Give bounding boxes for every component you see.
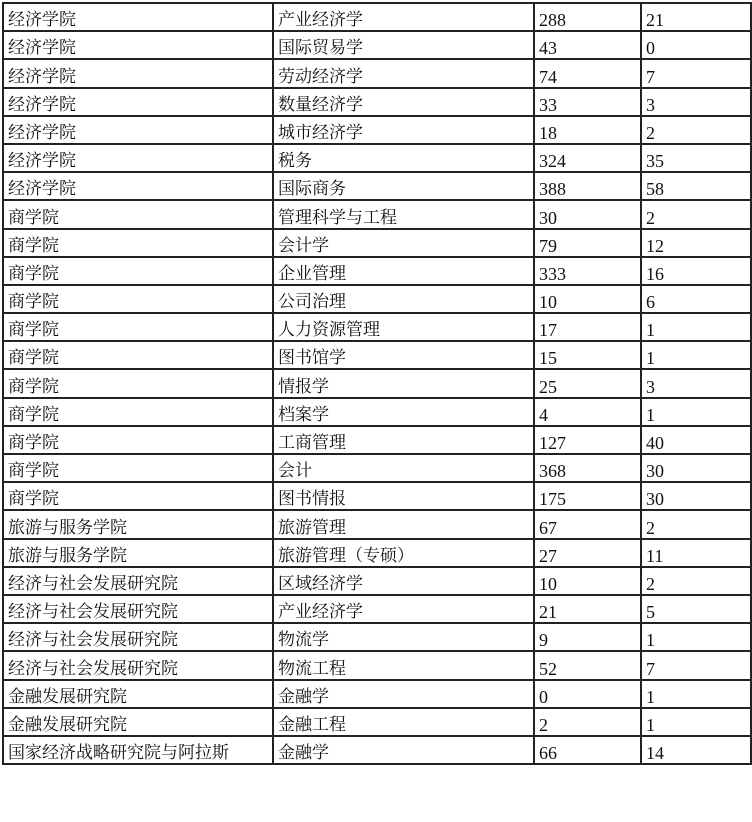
college-cell: 经济学院 bbox=[3, 3, 273, 31]
college-cell: 商学院 bbox=[3, 229, 273, 257]
college-cell: 金融发展研究院 bbox=[3, 680, 273, 708]
table-row bbox=[3, 539, 751, 567]
college-cell: 商学院 bbox=[3, 341, 273, 369]
table-row bbox=[3, 31, 751, 59]
applicants-cell: 388 bbox=[534, 172, 641, 200]
college-cell: 经济学院 bbox=[3, 116, 273, 144]
table-row bbox=[3, 651, 751, 679]
table-row bbox=[3, 313, 751, 341]
college-cell: 经济学院 bbox=[3, 31, 273, 59]
table-row bbox=[3, 59, 751, 87]
applicants-cell: 79 bbox=[534, 229, 641, 257]
table-row bbox=[3, 200, 751, 228]
college-cell: 商学院 bbox=[3, 426, 273, 454]
table-row bbox=[3, 454, 751, 482]
table-row bbox=[3, 229, 751, 257]
major-cell: 情报学 bbox=[273, 369, 534, 397]
major-cell: 劳动经济学 bbox=[273, 59, 534, 87]
applicants-cell: 30 bbox=[534, 200, 641, 228]
table-row bbox=[3, 398, 751, 426]
college-cell: 商学院 bbox=[3, 454, 273, 482]
admitted-cell: 58 bbox=[641, 172, 751, 200]
admitted-cell: 21 bbox=[641, 3, 751, 31]
applicants-cell: 4 bbox=[534, 398, 641, 426]
college-cell: 经济与社会发展研究院 bbox=[3, 567, 273, 595]
major-cell: 金融学 bbox=[273, 736, 534, 764]
major-cell: 金融学 bbox=[273, 680, 534, 708]
table-row bbox=[3, 623, 751, 651]
admitted-cell: 1 bbox=[641, 398, 751, 426]
admitted-cell: 2 bbox=[641, 200, 751, 228]
major-cell: 企业管理 bbox=[273, 257, 534, 285]
major-cell: 图书情报 bbox=[273, 482, 534, 510]
applicants-cell: 74 bbox=[534, 59, 641, 87]
major-cell: 物流工程 bbox=[273, 651, 534, 679]
major-cell: 金融工程 bbox=[273, 708, 534, 736]
applicants-cell: 127 bbox=[534, 426, 641, 454]
table-row bbox=[3, 172, 751, 200]
major-cell: 档案学 bbox=[273, 398, 534, 426]
applicants-cell: 324 bbox=[534, 144, 641, 172]
admitted-cell: 3 bbox=[641, 88, 751, 116]
major-cell: 税务 bbox=[273, 144, 534, 172]
applicants-cell: 2 bbox=[534, 708, 641, 736]
admitted-cell: 11 bbox=[641, 539, 751, 567]
college-cell: 国家经济战略研究院与阿拉斯 bbox=[3, 736, 273, 764]
admitted-cell: 2 bbox=[641, 116, 751, 144]
college-cell: 经济与社会发展研究院 bbox=[3, 595, 273, 623]
applicants-cell: 33 bbox=[534, 88, 641, 116]
table-row bbox=[3, 3, 751, 31]
admitted-cell: 7 bbox=[641, 59, 751, 87]
admitted-cell: 1 bbox=[641, 708, 751, 736]
college-cell: 商学院 bbox=[3, 369, 273, 397]
applicants-cell: 66 bbox=[534, 736, 641, 764]
table-row bbox=[3, 369, 751, 397]
admitted-cell: 35 bbox=[641, 144, 751, 172]
applicants-cell: 10 bbox=[534, 567, 641, 595]
applicants-cell: 27 bbox=[534, 539, 641, 567]
admitted-cell: 14 bbox=[641, 736, 751, 764]
applicants-cell: 21 bbox=[534, 595, 641, 623]
major-cell: 公司治理 bbox=[273, 285, 534, 313]
applicants-cell: 25 bbox=[534, 369, 641, 397]
major-cell: 人力资源管理 bbox=[273, 313, 534, 341]
table-row bbox=[3, 567, 751, 595]
applicants-cell: 175 bbox=[534, 482, 641, 510]
major-cell: 国际贸易学 bbox=[273, 31, 534, 59]
major-cell: 旅游管理（专硕） bbox=[273, 539, 534, 567]
table-body bbox=[3, 3, 751, 764]
applicants-cell: 368 bbox=[534, 454, 641, 482]
major-cell: 产业经济学 bbox=[273, 595, 534, 623]
applicants-cell: 9 bbox=[534, 623, 641, 651]
applicants-cell: 333 bbox=[534, 257, 641, 285]
table-row bbox=[3, 88, 751, 116]
admitted-cell: 5 bbox=[641, 595, 751, 623]
applicants-cell: 18 bbox=[534, 116, 641, 144]
major-cell: 产业经济学 bbox=[273, 3, 534, 31]
admitted-cell: 1 bbox=[641, 623, 751, 651]
admitted-cell: 40 bbox=[641, 426, 751, 454]
table-row bbox=[3, 257, 751, 285]
admitted-cell: 0 bbox=[641, 31, 751, 59]
major-cell: 物流学 bbox=[273, 623, 534, 651]
college-cell: 商学院 bbox=[3, 398, 273, 426]
major-cell: 城市经济学 bbox=[273, 116, 534, 144]
admitted-cell: 3 bbox=[641, 369, 751, 397]
college-cell: 商学院 bbox=[3, 285, 273, 313]
applicants-cell: 67 bbox=[534, 510, 641, 538]
college-cell: 经济学院 bbox=[3, 144, 273, 172]
major-cell: 会计学 bbox=[273, 229, 534, 257]
applicants-cell: 17 bbox=[534, 313, 641, 341]
applicants-cell: 15 bbox=[534, 341, 641, 369]
applicants-cell: 0 bbox=[534, 680, 641, 708]
major-cell: 会计 bbox=[273, 454, 534, 482]
college-cell: 经济与社会发展研究院 bbox=[3, 651, 273, 679]
admitted-cell: 12 bbox=[641, 229, 751, 257]
admitted-cell: 30 bbox=[641, 482, 751, 510]
table-row bbox=[3, 510, 751, 538]
admitted-cell: 30 bbox=[641, 454, 751, 482]
major-cell: 图书馆学 bbox=[273, 341, 534, 369]
applicants-cell: 288 bbox=[534, 3, 641, 31]
admitted-cell: 7 bbox=[641, 651, 751, 679]
table-row bbox=[3, 482, 751, 510]
admitted-cell: 6 bbox=[641, 285, 751, 313]
admitted-cell: 1 bbox=[641, 341, 751, 369]
major-cell: 工商管理 bbox=[273, 426, 534, 454]
college-cell: 旅游与服务学院 bbox=[3, 539, 273, 567]
college-cell: 金融发展研究院 bbox=[3, 708, 273, 736]
table-row bbox=[3, 736, 751, 764]
college-cell: 旅游与服务学院 bbox=[3, 510, 273, 538]
college-cell: 商学院 bbox=[3, 257, 273, 285]
admitted-cell: 2 bbox=[641, 510, 751, 538]
college-cell: 经济与社会发展研究院 bbox=[3, 623, 273, 651]
college-cell: 经济学院 bbox=[3, 59, 273, 87]
table-row bbox=[3, 116, 751, 144]
college-cell: 商学院 bbox=[3, 313, 273, 341]
college-cell: 商学院 bbox=[3, 200, 273, 228]
admitted-cell: 1 bbox=[641, 680, 751, 708]
admissions-table bbox=[2, 2, 752, 765]
table-row bbox=[3, 144, 751, 172]
admitted-cell: 16 bbox=[641, 257, 751, 285]
table-row bbox=[3, 285, 751, 313]
college-cell: 商学院 bbox=[3, 482, 273, 510]
applicants-cell: 43 bbox=[534, 31, 641, 59]
table-row bbox=[3, 341, 751, 369]
applicants-cell: 52 bbox=[534, 651, 641, 679]
college-cell: 经济学院 bbox=[3, 88, 273, 116]
applicants-cell: 10 bbox=[534, 285, 641, 313]
major-cell: 数量经济学 bbox=[273, 88, 534, 116]
major-cell: 管理科学与工程 bbox=[273, 200, 534, 228]
table-row bbox=[3, 595, 751, 623]
admitted-cell: 1 bbox=[641, 313, 751, 341]
major-cell: 旅游管理 bbox=[273, 510, 534, 538]
table-row bbox=[3, 708, 751, 736]
college-cell: 经济学院 bbox=[3, 172, 273, 200]
table-row bbox=[3, 680, 751, 708]
table-row bbox=[3, 426, 751, 454]
admitted-cell: 2 bbox=[641, 567, 751, 595]
major-cell: 区域经济学 bbox=[273, 567, 534, 595]
major-cell: 国际商务 bbox=[273, 172, 534, 200]
